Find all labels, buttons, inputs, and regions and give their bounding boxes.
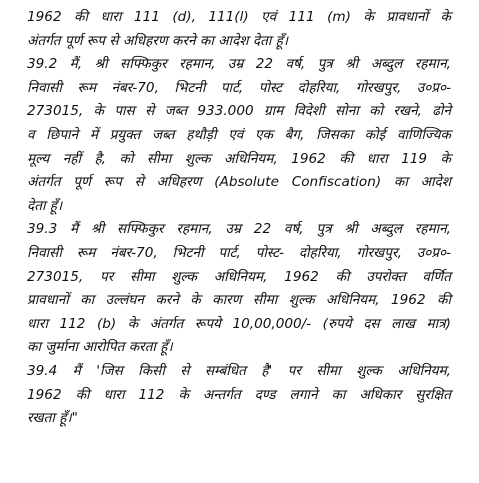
text-line: व छिपाने में प्रयुक्त जब्त हथौड़ी एवं एक बैग, जिसका कोई वाणिज्यिक	[27, 126, 451, 143]
text-line: 273015, के पास से जब्त 933.000 ग्राम विदेशी सोना को रखने, ढोने	[27, 103, 451, 120]
text-line: का जुर्माना आरोपित करता हूँ।	[27, 339, 173, 356]
text-line: 39.4 मैं 'जिस किसी से सम्बंधित है' पर सीमा शुल्क अधिनियम,	[27, 362, 451, 379]
text-line: निवासी रूम नंबर-70, भिटनी पार्ट, पोस्ट- दोहरिया, गोरखपुर, उ०प्र०-	[27, 244, 451, 261]
text-line: 39.2 मैं, श्री सफ्फिकुर रहमान, उम्र 22 वर्ष, पुत्र श्री अब्दुल रहमान,	[27, 56, 451, 73]
paragraph-39-2	[27, 53, 451, 218]
text-line: 1962 की धारा 111 (d), 111(l) एवं 111 (m) के प्रावधानों के	[27, 9, 451, 25]
text-line: प्रावधानों का उल्लंघन करने के कारण सीमा शुल्क अधिनियम, 1962 की	[27, 292, 451, 309]
text-line: रखता हूँ।"	[27, 410, 78, 427]
text-line: देता हूँ।	[27, 197, 63, 214]
text-line: निवासी रूम नंबर-70, भिटनी पार्ट, पोस्ट दोहरिया, गोरखपुर, उ०प्र०-	[27, 79, 451, 96]
text-line: अंतर्गत पूर्ण रूप से अधिहरण (Absolute Confiscation) का आदेश	[27, 174, 451, 191]
paragraph-39-4	[27, 360, 451, 431]
paragraph-confiscation-continued	[27, 6, 451, 53]
text-line: धारा 112 (b) के अंतर्गत रूपये 10,00,000/- (रुपये दस लाख मात्र)	[27, 315, 451, 332]
text-line: अंतर्गत पूर्ण रूप से अधिहरण करने का आदेश देता हूँ।	[27, 32, 289, 49]
text-line: 39.3 मैं श्री सफ्फिकुर रहमान, उम्र 22 वर्ष, पुत्र श्री अब्दुल रहमान,	[27, 221, 451, 238]
text-line: 273015, पर सीमा शुल्क अधिनियम, 1962 की उपरोक्त वर्णित	[27, 268, 451, 285]
text-line: मूल्य नहीं है, को सीमा शुल्क अधिनियम, 1962 की धारा 119 के	[27, 150, 451, 167]
text-line: 1962 की धारा 112 के अन्तर्गत दण्ड लगाने का अधिकार सुरक्षित	[27, 386, 451, 403]
document-body	[27, 6, 451, 431]
paragraph-39-3	[27, 218, 451, 360]
